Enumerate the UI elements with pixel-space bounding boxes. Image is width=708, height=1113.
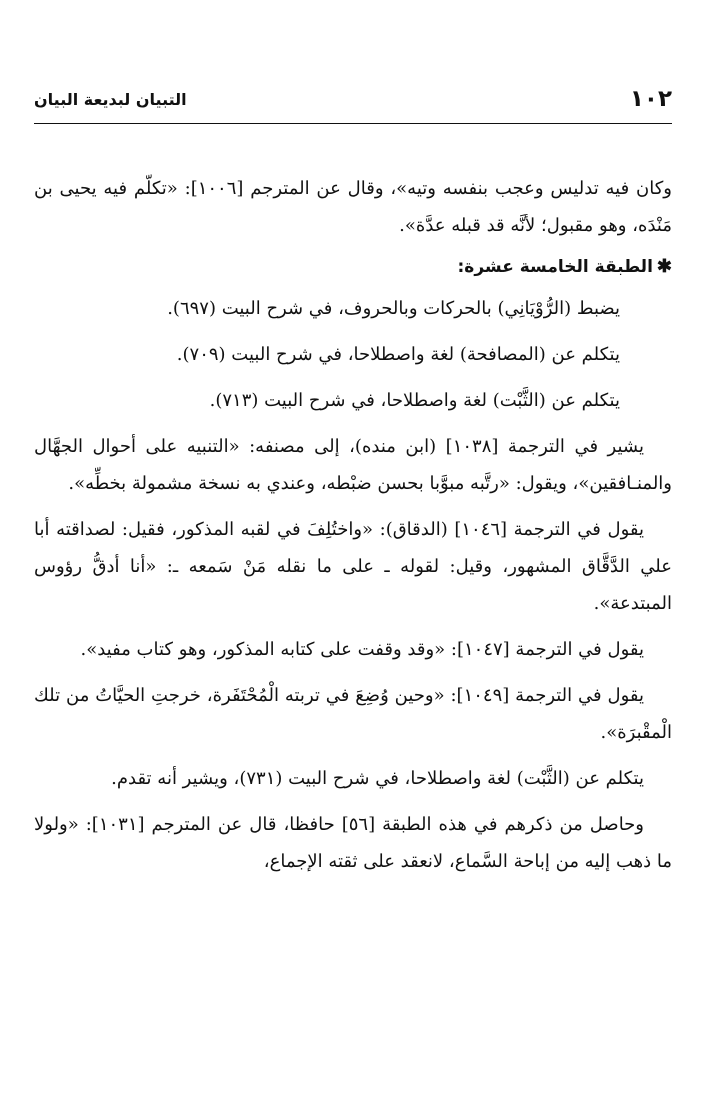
- paragraph-continuation: وكان فيه تدليس وعجب بنفسه وتيه»، وقال عن المترجم [١٠٠٦]: «تكلّم فيه يحيى بن مَنْدَه، وهو مقبول؛ لأنَّه قد قبله عدَّة».: [34, 178, 672, 236]
- paragraph-item: يقول في الترجمة [١٠٤٧]: «وقد وقفت على كتابه المذكور، وهو كتاب مفيد».: [80, 639, 644, 660]
- page-number: ١٠٢: [629, 86, 672, 112]
- paragraph-item: يتكلم عن (الثَّبْت) لغة واصطلاحا، في شرح البيت (٧١٣).: [209, 390, 620, 411]
- section-heading: [34, 248, 672, 286]
- paragraph-item: يشير في الترجمة [١٠٣٨] (ابن منده)، إلى مصنفه: «التنبيه على أحوال الجهَّال والمنـافقين»، ويقول: «رتَّبه مبوَّبا بحسن ضبْطه، وعندي به نسخة مشمولة بخطِّه».: [34, 436, 672, 494]
- paragraph-item: يقول في الترجمة [١٠٤٩]: «وحين وُضِعَ في تربته الْمُحْتَفَرة، خرجتِ الحيَّاتُ من تلك الْمقْبرَة».: [34, 685, 672, 743]
- page-header: [34, 86, 672, 116]
- paragraph-item: يتكلم عن (الثَّبْت) لغة واصطلاحا، في شرح البيت (٧٣١)، ويشير أنه تقدم.: [111, 768, 644, 789]
- paragraph-item: يضبط (الرُّوْيَانِي) بالحركات وبالحروف، في شرح البيت (٦٩٧).: [167, 298, 620, 319]
- paragraph-item: يقول في الترجمة [١٠٤٦] (الدقاق): «واختُلِفَ في لقبه المذكور، فقيل: لصداقته أبا علي الدَّقَّاق المشهور، وقيل: لقوله ـ على ما نقله مَنْ سَمعه ـ: «أنا أدقُّ رؤوس المبتدعة».: [34, 519, 672, 614]
- asterisk-bullet-icon: ✱: [656, 256, 672, 277]
- running-title: التبيان لبديعة البيان: [34, 90, 187, 109]
- header-rule: [34, 123, 672, 124]
- body-text: [34, 170, 672, 880]
- paragraph-item: وحاصل من ذكرهم في هذه الطبقة [٥٦] حافظا، قال عن المترجم [١٠٣١]: «ولولا ما ذهب إليه من إباحة السَّماع، لانعقد على ثقته الإجماع،: [34, 814, 672, 872]
- section-heading-text: الطبقة الخامسة عشرة:: [457, 257, 653, 277]
- paragraph-item: يتكلم عن (المصافحة) لغة واصطلاحا، في شرح البيت (٧٠٩).: [176, 344, 620, 365]
